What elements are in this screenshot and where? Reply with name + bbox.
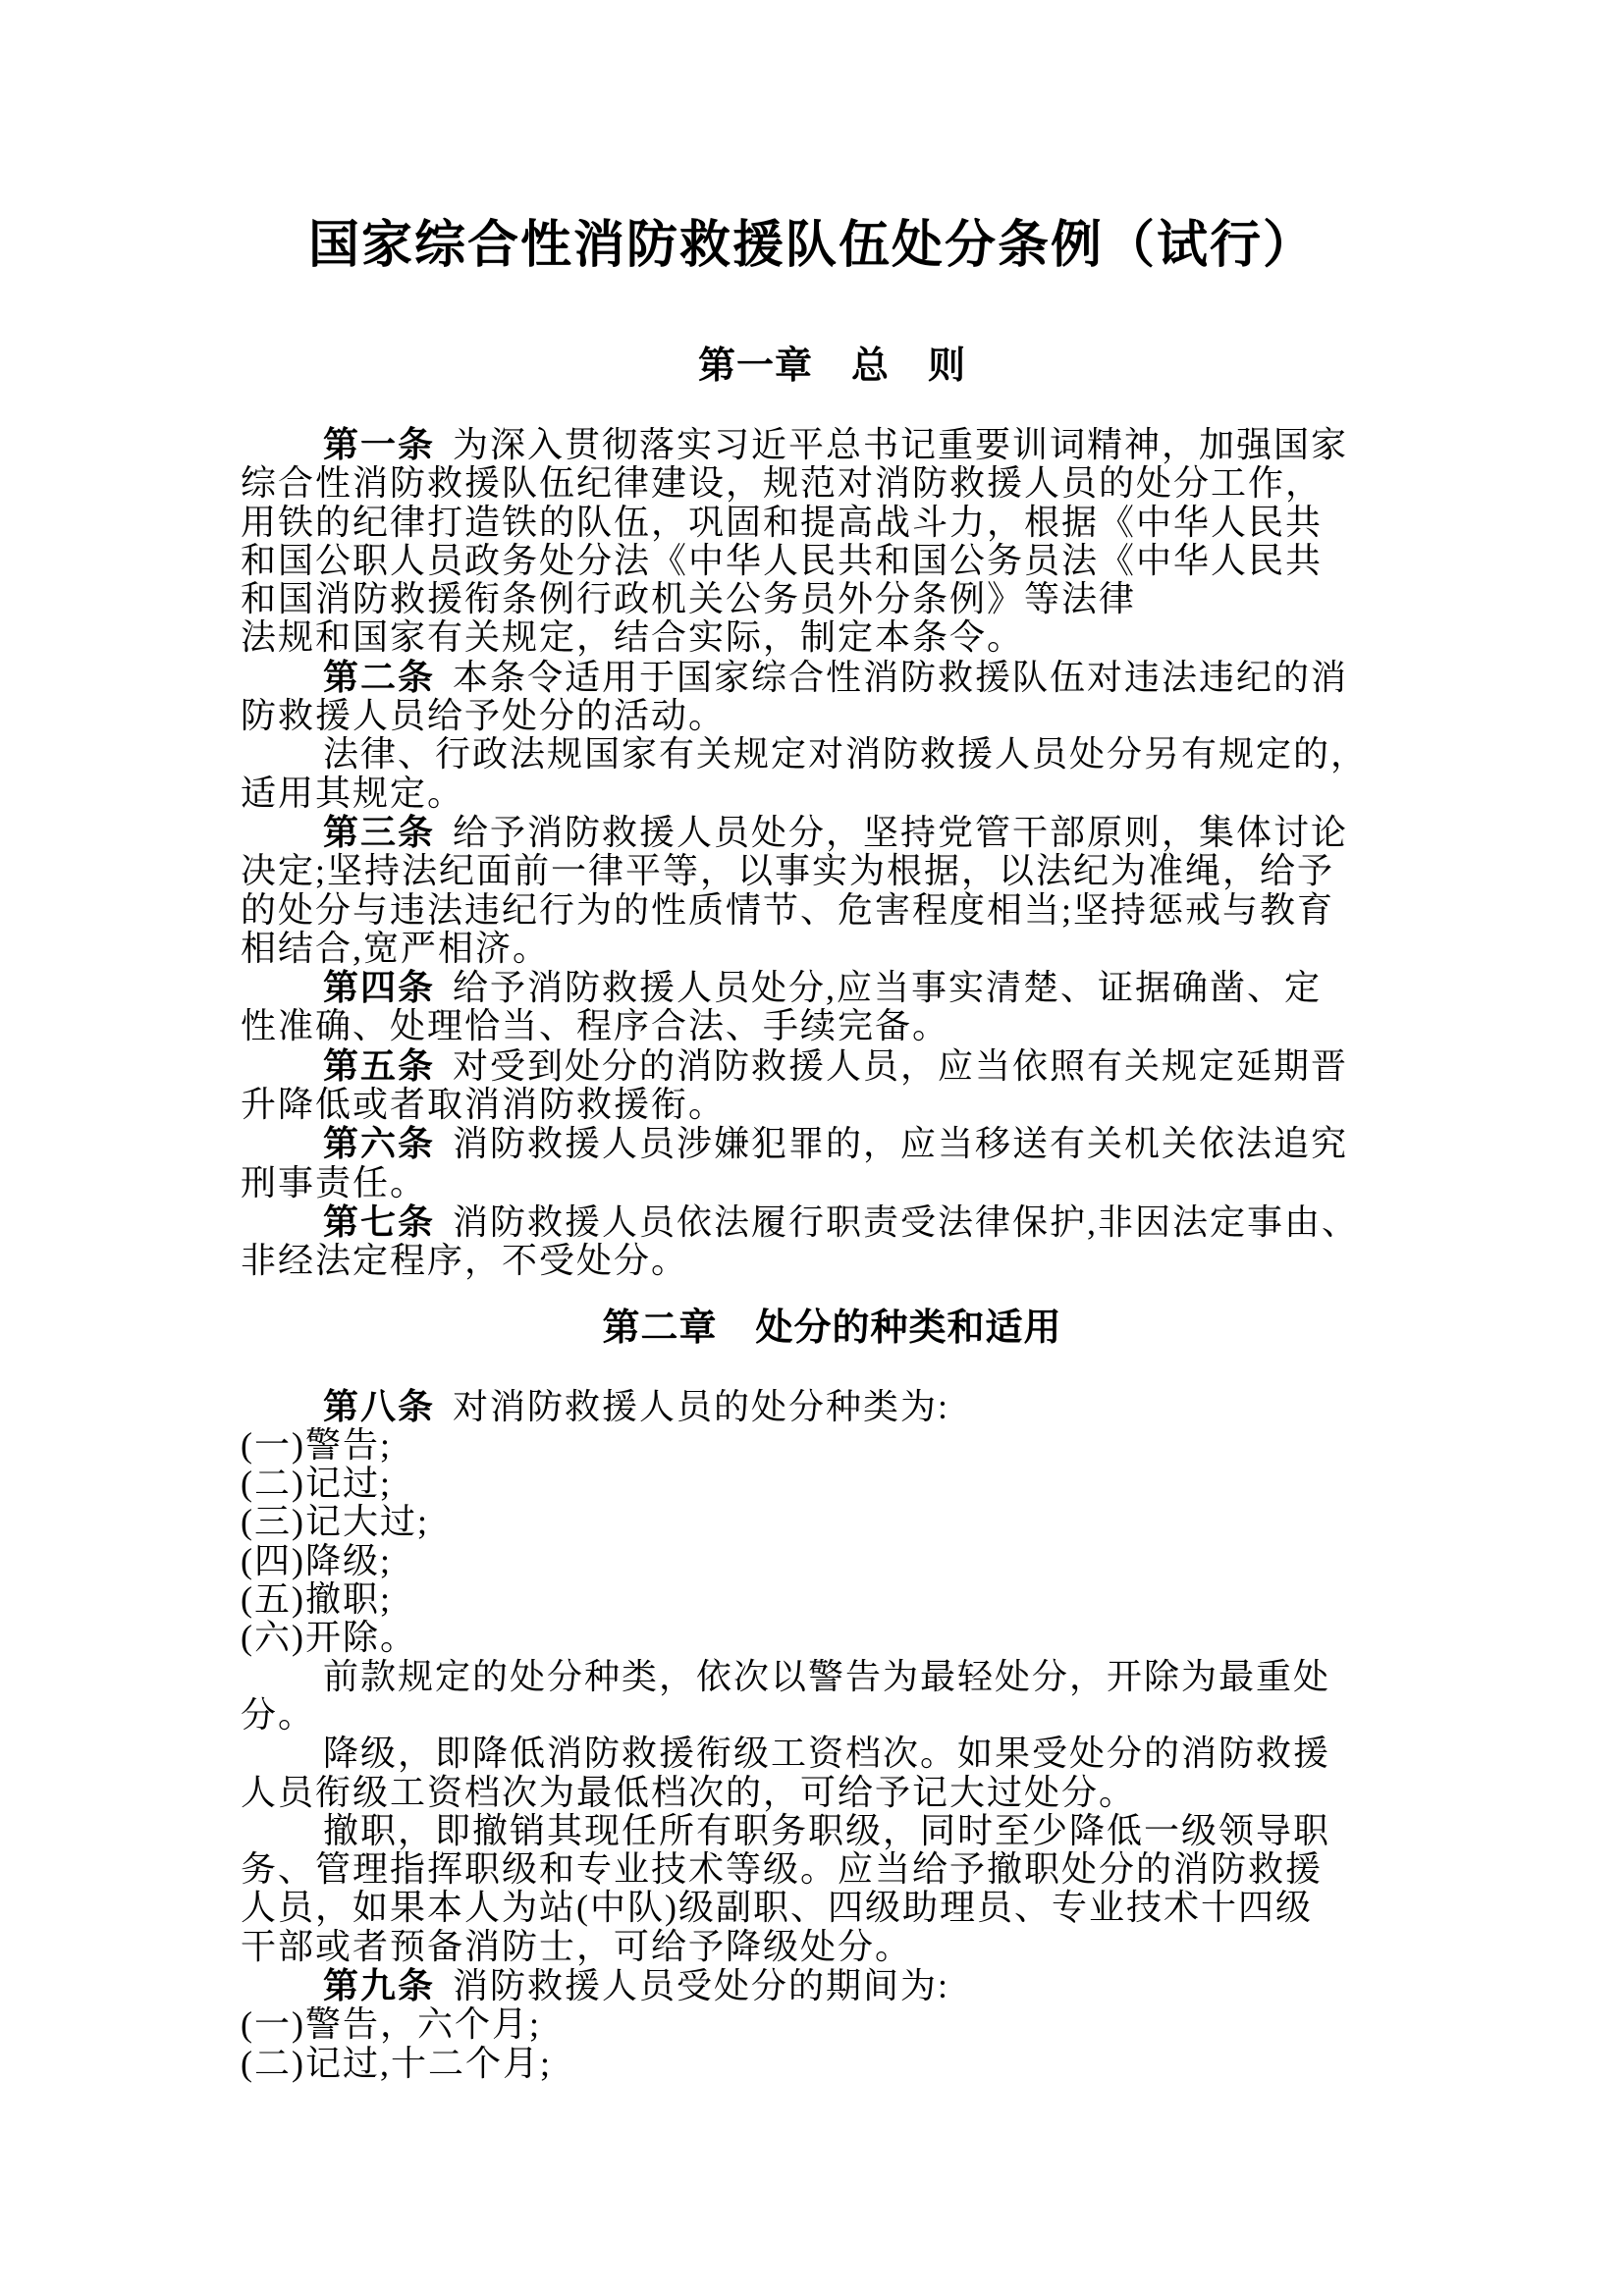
chapter-heading: 第一章 总 则 [697,346,966,387]
text-line: 法规和国家有关规定，结合实际，制定本条令。 [241,617,1025,658]
line-text: 消防救援人员受处分的期间为: [453,1965,950,2005]
text-line [241,968,1424,1007]
text-line: 用铁的纪律打造铁的队伍，巩固和提高战斗力，根据《中华人民共 [241,502,1324,542]
line-text: 对受到处分的消防救援人员，应当依照有关规定延期晋 [453,1045,1349,1086]
line-text: 给予消防救援人员处分,应当事实清楚、证据确凿、定 [453,968,1323,1008]
text-line [241,1202,1424,1242]
line-text: 给予消防救援人员处分，坚持党管干部原则，集体讨论 [453,812,1349,852]
line-text: 消防救援人员涉嫌犯罪的，应当移送有关机关依法追究 [453,1124,1349,1164]
article-number: 第五条 [323,1044,436,1086]
text-line [241,1046,1424,1086]
text-line [241,425,1424,464]
article-number: 第八条 [323,1385,436,1426]
text-line: 务、管理指挥职级和专业技术等级。应当给予撤职处分的消防救援 [241,1849,1324,1890]
text-line: 撤职，即撤销其现任所有职务职级，同时至少降低一级领导职 [323,1810,1331,1850]
text-line [241,658,1424,697]
line-text: 为深入贯彻落实习近平总书记重要训词精神，加强国家 [453,425,1349,464]
text-line: (三)记大过; [241,1502,429,1542]
article-number: 第六条 [323,1123,436,1164]
text-line: 决定;坚持法纪面前一律平等，以事实为根据，以法纪为准绳，给予 [241,851,1335,891]
text-line: 干部或者预备消防士，可给予降级处分。 [241,1926,913,1966]
article-number: 第一条 [323,424,436,464]
line-text: 消防救援人员依法履行职责受法律保护,非因法定事由、 [453,1201,1360,1242]
article-number: 第九条 [323,1964,436,2005]
text-line: 相结合,宽严相济。 [241,928,551,968]
text-line: 刑事责任。 [241,1162,428,1202]
text-line: 非经法定程序，不受处分。 [241,1241,689,1281]
text-line [241,1387,1424,1426]
text-line: 性准确、处理恰当、程序合法、手续完备。 [241,1006,950,1046]
text-line: 和国消防救援衔条例行政机关公务员外分条例》等法律 [241,579,1137,619]
article-number: 第三条 [323,811,436,852]
text-line: 的处分与违法违纪行为的性质情节、危害程度相当;坚持惩戒与教育 [241,889,1335,930]
text-line: (一)警告，六个月; [241,2004,541,2045]
text-line: (四)降级; [241,1540,392,1580]
text-line: (一)警告; [241,1424,392,1465]
text-line [241,1966,1424,2005]
text-line: (五)撤职; [241,1579,392,1620]
text-line: 前款规定的处分种类，依次以警告为最轻处分，开除为最重处 [323,1656,1331,1696]
line-text: 对消防救援人员的处分种类为: [453,1386,950,1426]
text-line: 升降低或者取消消防救援衔。 [241,1085,727,1125]
article-number: 第四条 [323,967,436,1008]
text-line: 综合性消防救援队伍纪律建设，规范对消防救援人员的处分工作， [241,463,1324,504]
line-text: 本条令适用于国家综合性消防救援队伍对违法违纪的消 [453,657,1349,697]
text-line [241,813,1424,852]
text-line: 人员衔级工资档次为最低档次的，可给予记大过处分。 [241,1772,1137,1812]
text-line: 适用其规定。 [241,773,465,813]
text-line: 防救援人员给予处分的活动。 [241,696,727,736]
text-line: 降级，即降低消防救援衔级工资档次。如果受处分的消防救援 [323,1734,1331,1774]
text-line: 人员，如果本人为站(中队)级副职、四级助理员、专业技术十四级 [241,1888,1313,1928]
text-line: 和国公职人员政务处分法《中华人民共和国公务员法《中华人民共 [241,540,1324,580]
article-number: 第七条 [323,1201,436,1242]
document-body [241,347,1424,2083]
chapter-heading: 第二章 处分的种类和适用 [602,1307,1062,1349]
text-line: 法律、行政法规国家有关规定对消防救援人员处分另有规定的， [323,734,1369,774]
text-line: (六)开除。 [241,1618,417,1658]
document-title: 国家综合性消防救援队伍处分条例（试行） [307,217,1316,274]
text-line: (二)记过,十二个月; [241,2043,552,2083]
text-line: (二)记过; [241,1464,392,1504]
text-line: 分。 [241,1694,316,1735]
article-number: 第二条 [323,656,436,697]
text-line [241,1124,1424,1163]
